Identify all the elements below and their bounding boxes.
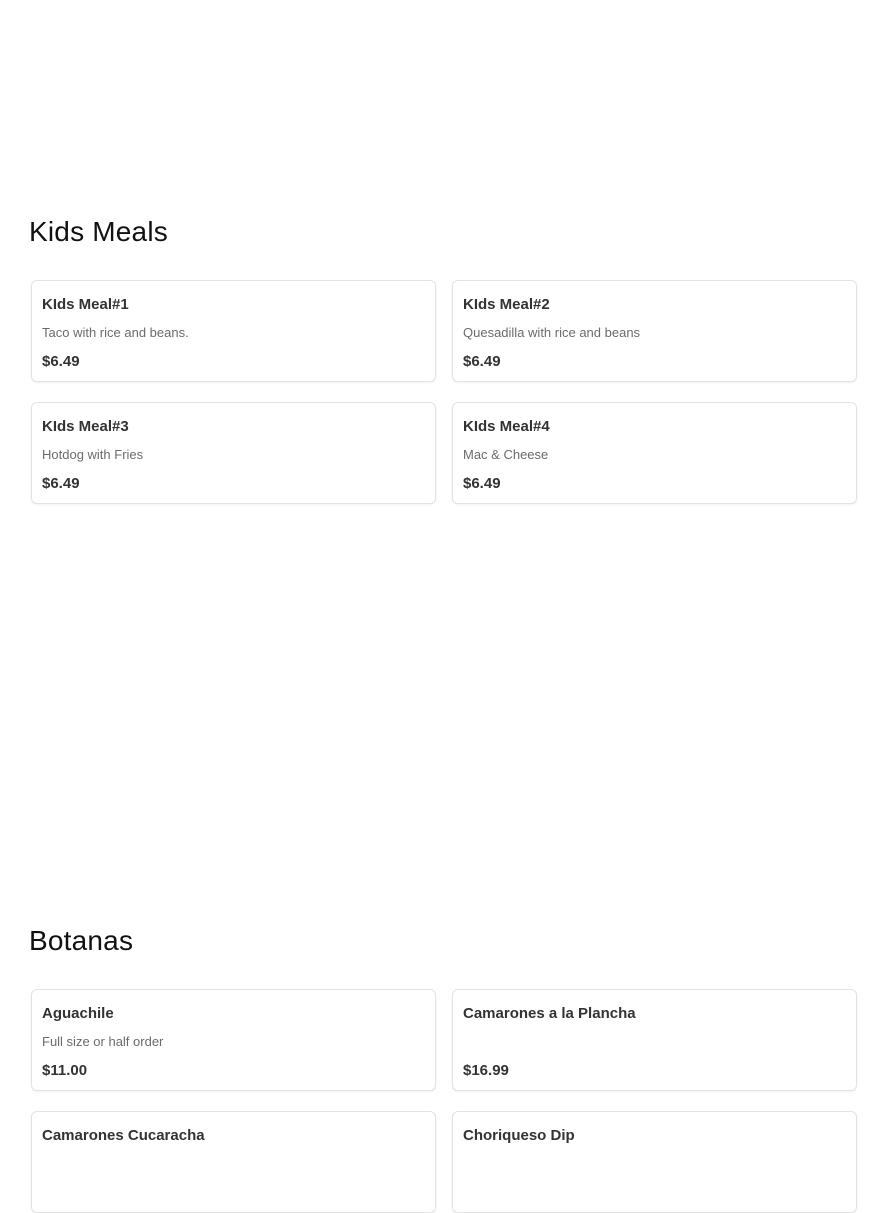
menu-item-name: KIds Meal#2	[463, 296, 550, 313]
menu-item-card[interactable]	[31, 1111, 436, 1213]
menu-item-price: $6.49	[463, 353, 501, 370]
menu-item-description: Taco with rice and beans.	[42, 325, 189, 340]
menu-item-price: $16.99	[463, 1062, 509, 1079]
menu-item-description	[42, 1156, 425, 1172]
menu-item-card[interactable]	[31, 280, 436, 382]
menu-item-description	[463, 1034, 846, 1050]
menu-item-name: KIds Meal#1	[42, 296, 129, 313]
section-title: Botanas	[29, 925, 134, 956]
menu-item-card[interactable]	[452, 989, 857, 1091]
menu-item-card[interactable]	[452, 402, 857, 504]
menu-item-name: Choriqueso Dip	[463, 1127, 575, 1144]
menu-item-price: $6.49	[42, 475, 80, 492]
menu-item-card[interactable]	[31, 402, 436, 504]
menu-item-description: Hotdog with Fries	[42, 447, 144, 462]
menu-item-description: Mac & Cheese	[463, 447, 549, 462]
menu-item-card[interactable]	[31, 989, 436, 1091]
menu-item-name: KIds Meal#4	[463, 418, 550, 435]
menu-item-description	[463, 1156, 846, 1172]
menu-item-name: Camarones a la Plancha	[463, 1005, 636, 1022]
menu-grid	[31, 989, 857, 1213]
menu-item-description: Quesadilla with rice and beans	[463, 325, 641, 340]
menu-grid	[31, 280, 857, 504]
menu-item-name: KIds Meal#3	[42, 418, 129, 435]
menu-item-card[interactable]	[452, 1111, 857, 1213]
menu-item-name: Camarones Cucaracha	[42, 1127, 205, 1144]
section-title: Kids Meals	[29, 216, 168, 247]
menu-item-name: Aguachile	[42, 1005, 114, 1022]
menu-item-card[interactable]	[452, 280, 857, 382]
menu-item-description: Full size or half order	[42, 1034, 164, 1049]
menu-item-price: $6.49	[463, 475, 501, 492]
menu-item-price: $11.00	[42, 1062, 88, 1079]
menu-item-price: $6.49	[42, 353, 80, 370]
